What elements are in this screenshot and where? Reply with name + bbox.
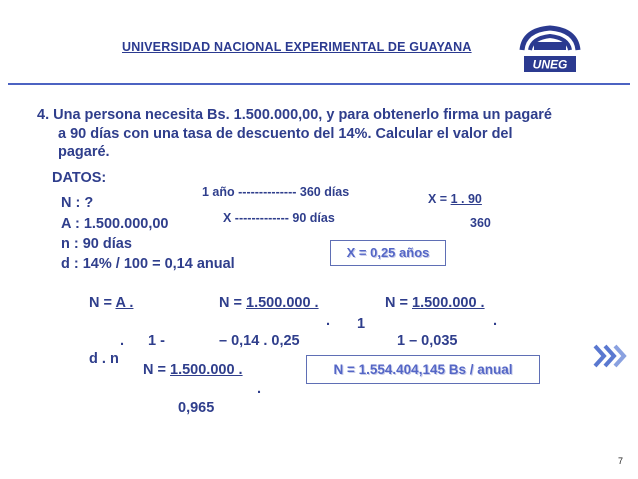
formula4-den: 0,965 [178, 400, 215, 416]
problem-line-3: pagaré. [58, 144, 110, 160]
formula4-lhs: N = 1.500.000 . [143, 362, 243, 378]
formula1-lhs: N = A . [89, 295, 134, 311]
dato-a: A : 1.500.000,00 [61, 216, 169, 232]
datos-title: DATOS: [52, 170, 107, 186]
uneg-logo [514, 20, 586, 76]
formula2-dot: . [326, 313, 331, 329]
next-arrows-icon[interactable] [593, 343, 627, 369]
formula1-den: 1 - [148, 333, 165, 349]
problem-statement [37, 106, 612, 162]
result-n-box: N = 1.554.404,145 Bs / anual [306, 355, 540, 384]
formula1-dn: d . n [89, 351, 119, 367]
fraction-denominator: 360 [470, 216, 491, 230]
formula1-dot: . [120, 333, 125, 349]
formula2-lhs: N = 1.500.000 . [219, 295, 319, 311]
formula3-den: 1 – 0,035 [397, 333, 458, 349]
dato-n: N : ? [61, 195, 94, 211]
logo-text: UNEG [532, 57, 568, 72]
formula3-dot: . [493, 313, 498, 329]
formula2-one: 1 [357, 316, 366, 332]
dato-periodo: n : 90 días [61, 236, 132, 252]
header-divider [8, 83, 630, 85]
formula4-dot: . [257, 381, 262, 397]
conversion-row-2: X ------------- 90 días [223, 211, 335, 225]
conversion-row-1: 1 año -------------- 360 días [202, 185, 350, 199]
header-title: UNIVERSIDAD NACIONAL EXPERIMENTAL DE GUAYANA [122, 40, 472, 54]
fraction-label: X = 1 . 90 [428, 192, 482, 206]
problem-line-1: 4. Una persona necesita Bs. 1.500.000,00, y para obtenerlo firma un pagaré [37, 107, 552, 123]
formula2-den: – 0,14 . 0,25 [219, 333, 300, 349]
page-number: 7 [618, 456, 624, 466]
result-x-box: X = 0,25 años [330, 240, 446, 266]
dato-descuento: d : 14% / 100 = 0,14 anual [61, 256, 235, 272]
problem-line-2: a 90 días con una tasa de descuento del 14%. Calcular el valor del [58, 125, 513, 142]
formula3-lhs: N = 1.500.000 . [385, 295, 485, 311]
